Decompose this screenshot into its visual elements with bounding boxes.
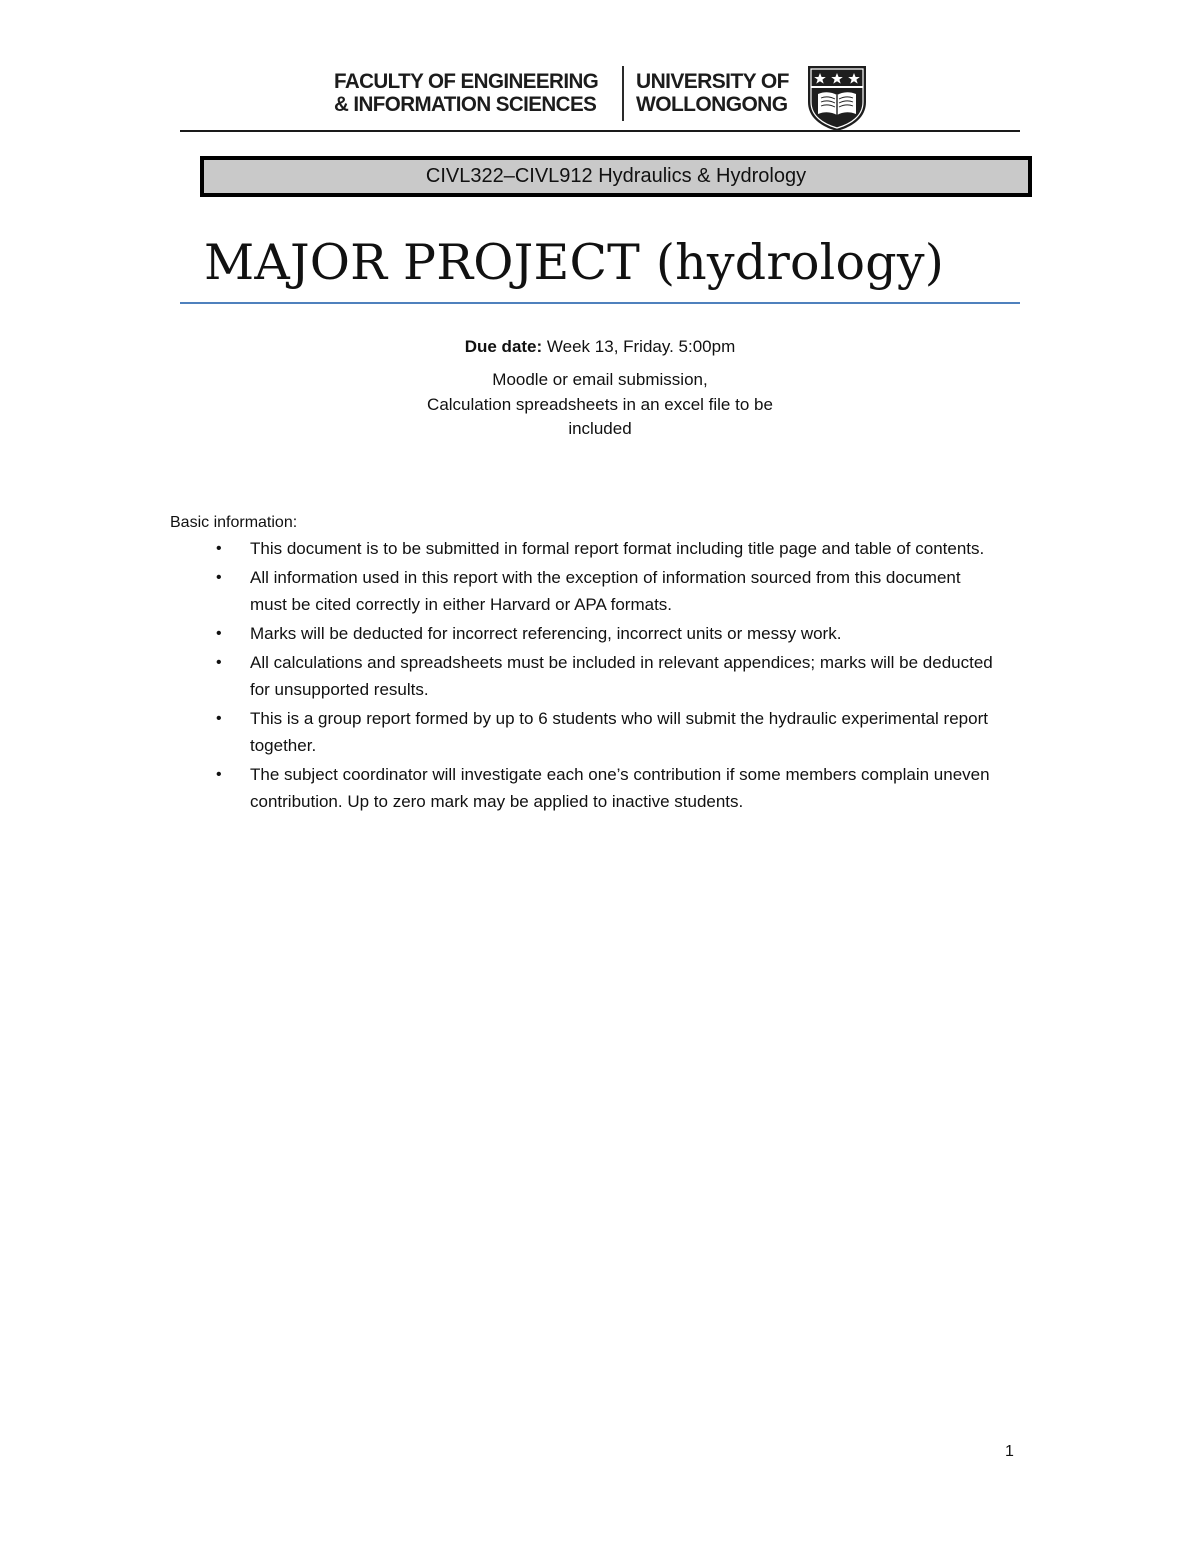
bullet-icon: • [216,766,222,783]
due-date [300,336,900,358]
list-item [214,535,994,562]
list-item-text: All information used in this report with the exception of information sourced from this document must be cited correctly in either Harvard or APA formats. [250,568,961,614]
list-item [214,705,994,759]
list-item [214,564,994,618]
basic-info-list [214,535,994,817]
bullet-icon: • [216,540,222,557]
due-date-label: Due date: [464,337,543,356]
title-rule [180,302,1020,304]
submission-line-3: included [568,419,632,438]
header-rule [180,130,1020,132]
list-item-text: Marks will be deducted for incorrect referencing, incorrect units or messy work. [250,624,842,643]
submission-line-1: Moodle or email submission, [492,370,708,389]
header-logo [334,64,874,132]
list-item [214,620,994,647]
university-crest-icon [806,64,868,132]
page-number: 1 [1005,1443,1014,1460]
faculty-line-1: FACULTY OF ENGINEERING [334,70,599,93]
course-banner: CIVL322–CIVL912 Hydraulics & Hydrology [200,156,1032,197]
faculty-line-2: & INFORMATION SCIENCES [334,93,597,116]
due-date-value: Week 13, Friday. 5:00pm [542,337,736,356]
list-item-text: The subject coordinator will investigate each one’s contribution if some members complain uneven contribution. Up to zero mark may be applied to inactive students. [250,765,990,811]
list-item-text: All calculations and spreadsheets must be included in relevant appendices; marks will be deducted for unsupported results. [250,653,993,699]
university-line-1: UNIVERSITY OF [636,70,789,93]
page-title: MAJOR PROJECT (hydrology) [204,234,945,291]
list-item [214,649,994,703]
faculty-wordmark [334,70,613,116]
university-wordmark [636,70,806,116]
bullet-icon: • [216,710,222,727]
list-item-text: This is a group report formed by up to 6 students who will submit the hydraulic experimental report together. [250,709,988,755]
bullet-icon: • [216,569,222,586]
university-line-2: WOLLONGONG [636,93,788,116]
bullet-icon: • [216,625,222,642]
basic-info-heading: Basic information: [170,514,298,531]
logo-divider [622,66,624,121]
list-item [214,761,994,815]
list-item-text: This document is to be submitted in formal report format including title page and table of contents. [250,539,985,558]
submission-line-2: Calculation spreadsheets in an excel file to be [427,394,773,414]
submission-info [300,368,900,442]
bullet-icon: • [216,654,222,671]
